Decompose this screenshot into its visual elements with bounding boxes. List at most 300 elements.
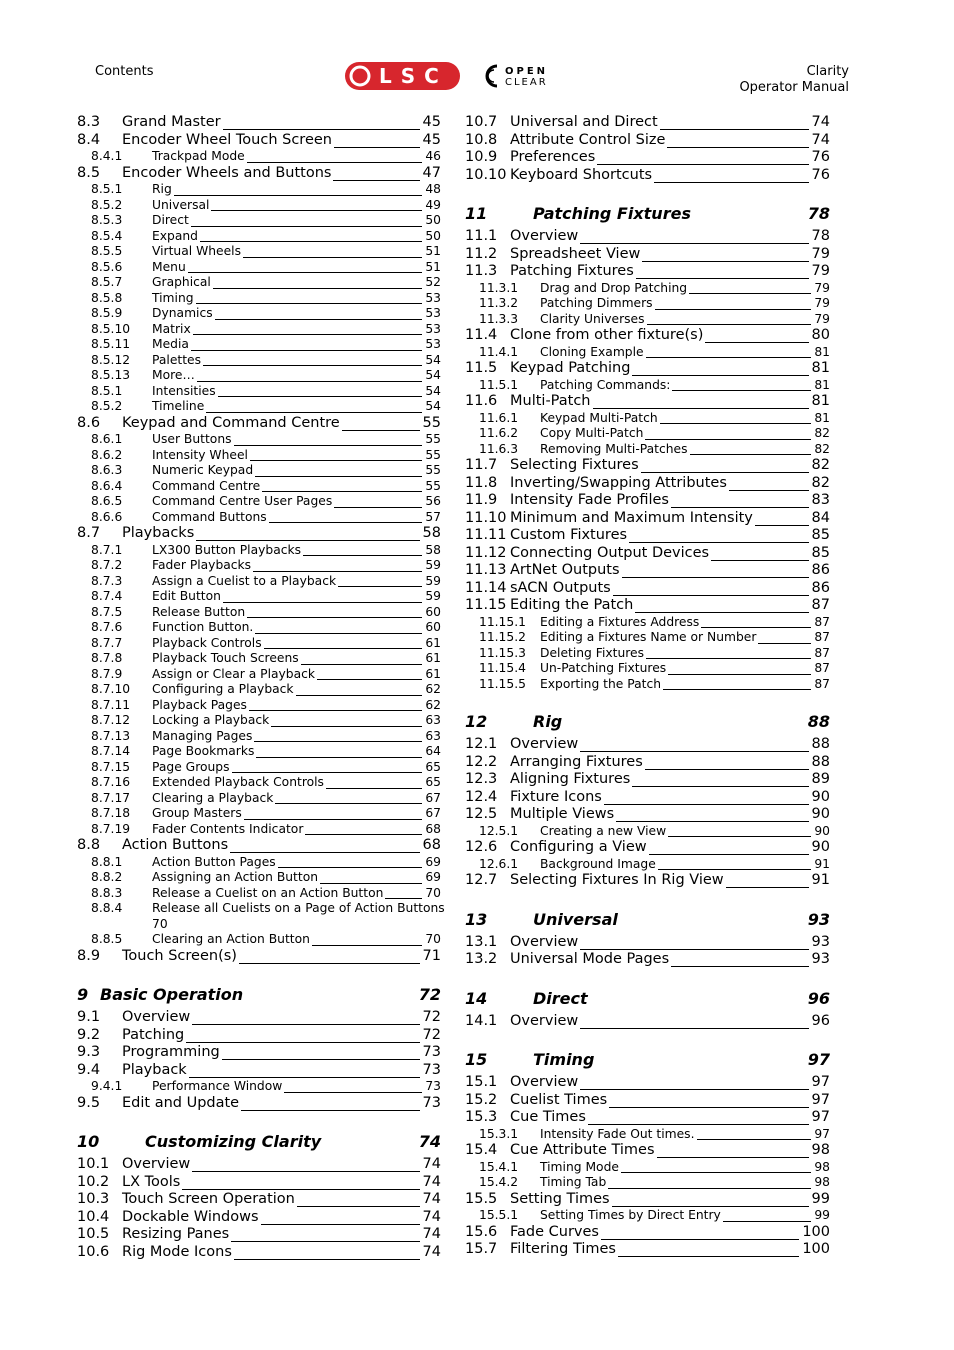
entry-number: 8.8.3 [91, 885, 123, 900]
toc-subsection-entry[interactable] [77, 775, 441, 791]
toc-section-entry[interactable] [465, 771, 830, 789]
entry-number: 8.8.5 [91, 932, 123, 946]
entry-title: Clearing a Playback [152, 790, 274, 805]
toc-section-entry[interactable] [465, 228, 830, 246]
toc-section-entry[interactable] [465, 527, 830, 545]
entry-page-number: 49 [422, 198, 441, 212]
entry-number: 9.3 [77, 1044, 101, 1060]
toc-subsection-entry[interactable] [77, 589, 441, 605]
entry-page-number: 93 [809, 951, 830, 967]
entry-number: 11.15.3 [479, 645, 526, 660]
lsc-logo [345, 61, 460, 91]
toc-subsection-entry[interactable] [77, 510, 441, 526]
entry-number: 8.5.5 [91, 244, 123, 258]
toc-subsection-entry[interactable] [77, 399, 441, 415]
toc-section-entry[interactable] [77, 1156, 441, 1174]
toc-section-entry[interactable] [465, 263, 830, 281]
toc-section-entry[interactable] [77, 1244, 441, 1262]
entry-number: 15.6 [465, 1223, 498, 1240]
entry-page-number: 74 [420, 1209, 441, 1225]
entry-number: 8.5.7 [91, 275, 123, 289]
toc-subsection-entry[interactable] [465, 426, 830, 442]
entry-number: 8.5.8 [91, 290, 123, 305]
entry-number: 11.3.3 [479, 311, 519, 326]
entry-number: 9.4.1 [91, 1079, 123, 1093]
toc-section-entry[interactable] [465, 806, 830, 824]
entry-page-number: 65 [422, 760, 441, 774]
entry-number: 11.13 [465, 562, 507, 578]
toc-section-entry[interactable] [77, 948, 441, 966]
toc-subsection-entry[interactable] [465, 677, 830, 693]
toc-section-entry[interactable] [465, 167, 830, 185]
toc-section-entry[interactable] [77, 1009, 441, 1027]
toc-chapter-heading[interactable] [465, 910, 830, 934]
toc-section-entry[interactable] [77, 1027, 441, 1045]
entry-title: Touch Screen(s) [122, 947, 237, 964]
entry-number: 8.7.10 [91, 682, 131, 696]
toc-subsection-entry[interactable] [465, 281, 830, 297]
toc-section-entry[interactable] [77, 1191, 441, 1209]
chapter-title: Patching Fixtures [533, 204, 691, 223]
entry-number: 8.6.1 [91, 432, 123, 446]
entry-page-number: 55 [422, 463, 441, 477]
entry-title: Overview [510, 1012, 579, 1029]
toc-subsection-entry[interactable] [465, 1160, 830, 1176]
toc-section-entry[interactable] [465, 736, 830, 754]
entry-number: 15.2 [465, 1091, 498, 1108]
entry-page-number: 70 [152, 916, 168, 931]
chapter-number: 14 [465, 988, 488, 1008]
entry-title: Configuring a Playback [152, 682, 294, 696]
entry-title: Overview [510, 933, 579, 950]
header-section-label: Contents [95, 64, 154, 79]
toc-chapter-heading[interactable] [77, 1132, 441, 1156]
entry-number: 15.5 [465, 1190, 498, 1207]
entry-page-number: 50 [422, 213, 441, 227]
toc-subsection-entry[interactable] [77, 886, 441, 902]
entry-page-number: 54 [422, 399, 441, 413]
toc-subsection-entry[interactable] [77, 213, 441, 229]
entry-number: 8.5.1 [91, 383, 123, 398]
entry-number: 8.6.5 [91, 494, 123, 508]
dot-leader [152, 334, 441, 335]
toc-subsection-entry[interactable] [77, 448, 441, 464]
toc-section-entry[interactable] [465, 1074, 830, 1092]
entry-title: Inverting/Swapping Attributes [510, 474, 727, 491]
toc-subsection-entry[interactable] [77, 682, 441, 698]
toc-subsection-entry[interactable] [77, 494, 441, 510]
entry-number: 14.1 [465, 1012, 498, 1029]
entry-page-number: 68 [422, 822, 441, 836]
toc-section-entry[interactable] [465, 789, 830, 807]
entry-page-number: 96 [809, 1013, 830, 1029]
entry-page-number: 97 [809, 1109, 830, 1125]
toc-section-entry[interactable] [77, 1209, 441, 1227]
toc-section-entry[interactable] [465, 510, 830, 528]
entry-title: Configuring a View [510, 839, 647, 855]
entry-title: Patching Dimmers [540, 296, 653, 310]
toc-subsection-entry[interactable] [465, 857, 830, 873]
entry-page-number: 59 [422, 558, 441, 572]
toc-subsection-entry[interactable] [465, 630, 830, 646]
entry-number: 8.8.4 [91, 901, 123, 915]
toc-section-entry[interactable] [465, 1092, 830, 1110]
entry-page-number: 51 [422, 244, 441, 258]
toc-subsection-entry[interactable] [77, 182, 441, 198]
entry-page-number: 84 [809, 510, 830, 526]
toc-subsection-entry[interactable] [77, 368, 441, 384]
toc-section-entry[interactable] [77, 1044, 441, 1062]
entry-number: 8.5.10 [91, 321, 131, 336]
chapter-title: Timing [533, 1050, 595, 1069]
entry-title: Programming [122, 1044, 220, 1060]
toc-subsection-entry[interactable] [77, 432, 441, 448]
toc-section-entry[interactable] [77, 1174, 441, 1192]
chapter-page-number: 93 [807, 909, 830, 929]
entry-title: Timeline [152, 399, 205, 413]
toc-section-entry[interactable] [465, 1191, 830, 1209]
entry-number: 11.12 [465, 544, 507, 561]
entry-title: Release a Cuelist on an Action Button [152, 885, 384, 900]
entry-page-number: 55 [420, 415, 441, 431]
toc-subsection-entry[interactable] [77, 574, 441, 590]
toc-section-entry[interactable] [77, 114, 441, 132]
entry-page-number: 83 [809, 492, 830, 508]
entry-title: Dynamics [152, 306, 213, 320]
entry-title: Dockable Windows [122, 1208, 259, 1225]
toc-subsection-entry[interactable] [77, 932, 441, 948]
entry-page-number: 81 [809, 360, 830, 376]
toc-section-entry[interactable] [465, 545, 830, 563]
entry-title: Copy Multi-Patch [540, 426, 644, 440]
toc-subsection-entry[interactable] [77, 322, 441, 338]
entry-page-number: 45 [420, 132, 441, 148]
toc-subsection-entry[interactable] [77, 275, 441, 291]
toc-section-entry[interactable] [465, 114, 830, 132]
entry-number: 8.7.8 [91, 651, 123, 665]
entry-title: Patching Fixtures [510, 263, 634, 279]
chapter-number: 9 [77, 985, 89, 1004]
entry-page-number: 87 [811, 661, 830, 675]
entry-page-number: 79 [809, 246, 830, 262]
entry-title: Exporting the Patch [540, 676, 662, 691]
toc-section-entry[interactable] [465, 132, 830, 150]
toc-section-entry[interactable] [465, 492, 830, 510]
entry-number: 8.6.4 [91, 478, 123, 493]
entry-title: Page Groups [152, 759, 230, 774]
entry-title: Edit Button [152, 589, 221, 603]
entry-page-number: 51 [422, 260, 441, 274]
toc-section-entry[interactable] [465, 149, 830, 167]
entry-page-number: 100 [799, 1224, 830, 1240]
entry-page-number: 74 [420, 1174, 441, 1190]
toc-section-entry[interactable] [77, 525, 441, 543]
entry-number: 8.7.17 [91, 790, 131, 805]
entry-page-number: 61 [422, 667, 441, 681]
entry-title: Custom Fixtures [510, 527, 628, 543]
toc-chapter-heading[interactable] [465, 1050, 830, 1074]
toc-subsection-entry[interactable] [77, 605, 441, 621]
toc-subsection-entry[interactable] [77, 713, 441, 729]
entry-number: 8.4.1 [91, 149, 123, 163]
entry-number: 15.4.1 [479, 1159, 519, 1174]
entry-title: Setting Times by Direct Entry [540, 1208, 721, 1222]
entry-number: 8.8.1 [91, 854, 123, 869]
toc-section-entry[interactable] [465, 457, 830, 475]
toc-section-entry[interactable] [465, 1142, 830, 1160]
entry-page-number: 61 [422, 651, 441, 665]
toc-subsection-entry[interactable] [465, 345, 830, 361]
entry-number: 8.7.18 [91, 806, 131, 820]
entry-number: 8.8.2 [91, 870, 123, 884]
entry-title: Release Button [152, 604, 246, 619]
toc-section-entry[interactable] [465, 934, 830, 952]
entry-number: 12.7 [465, 872, 498, 888]
entry-title: Drag and Drop Patching [540, 280, 688, 295]
entry-title: Timing Mode [540, 1159, 619, 1174]
toc-subsection-entry[interactable] [77, 744, 441, 760]
entry-page-number: 97 [809, 1092, 830, 1108]
toc-section-entry[interactable] [465, 754, 830, 772]
entry-page-number: 89 [809, 771, 830, 787]
entry-page-number: 47 [420, 165, 441, 181]
entry-title: LX Tools [122, 1173, 181, 1190]
entry-number: 10.5 [77, 1226, 110, 1242]
toc-section-entry[interactable] [465, 1224, 830, 1242]
toc-section-entry[interactable] [77, 837, 441, 855]
toc-subsection-entry[interactable] [465, 1127, 830, 1143]
toc-subsection-entry[interactable] [77, 806, 441, 822]
entry-page-number: 78 [809, 228, 830, 244]
toc-subsection-entry[interactable] [465, 824, 830, 840]
entry-number: 11.6 [465, 393, 498, 409]
toc-section-entry[interactable] [465, 393, 830, 411]
entry-title: Virtual Wheels [152, 244, 241, 258]
entry-number: 11.15.5 [479, 676, 526, 691]
entry-page-number: 90 [809, 789, 830, 805]
toc-section-entry[interactable] [77, 132, 441, 150]
toc-subsection-entry[interactable] [465, 296, 830, 312]
toc-subsection-entry[interactable] [465, 312, 830, 328]
entry-number: 11.11 [465, 527, 507, 543]
toc-subsection-entry[interactable] [465, 442, 830, 458]
toc-section-entry[interactable] [465, 1241, 830, 1259]
entry-title: Palettes [152, 352, 201, 367]
entry-page-number: 81 [811, 345, 830, 359]
entry-page-number: 98 [811, 1160, 830, 1174]
toc-subsection-entry[interactable] [77, 384, 441, 400]
toc-subsection-entry[interactable] [465, 646, 830, 662]
entry-title: Removing Multi-Patches [540, 441, 688, 456]
entry-title: Clearing an Action Button [152, 932, 310, 946]
toc-subsection-entry[interactable] [77, 901, 445, 932]
chapter-number: 15 [465, 1050, 488, 1069]
toc-subsection-entry[interactable] [77, 698, 441, 714]
toc-section-entry[interactable] [465, 1109, 830, 1127]
toc-section-entry[interactable] [77, 165, 441, 183]
toc-section-entry[interactable] [465, 246, 830, 264]
entry-number: 8.5 [77, 164, 101, 181]
toc-subsection-entry[interactable] [77, 260, 441, 276]
dot-leader [152, 226, 441, 227]
entry-title: Keypad Multi-Patch [540, 410, 658, 425]
entry-number: 8.7.14 [91, 744, 131, 758]
entry-number: 10.3 [77, 1191, 110, 1207]
entry-title: Cue Attribute Times [510, 1142, 655, 1158]
toc-chapter-heading[interactable] [465, 204, 830, 228]
entry-title: Extended Playback Controls [152, 775, 324, 789]
entry-number: 12.3 [465, 771, 498, 787]
entry-page-number: 58 [422, 543, 441, 557]
entry-title: Overview [122, 1009, 191, 1025]
entry-page-number: 67 [422, 791, 441, 805]
entry-title: Keypad and Command Centre [122, 414, 340, 431]
entry-number: 15.4 [465, 1142, 498, 1158]
entry-number: 8.5.2 [91, 197, 123, 212]
entry-number: 9.1 [77, 1009, 101, 1025]
entry-title: Playback Pages [152, 697, 247, 712]
toc-section-entry[interactable] [465, 872, 830, 890]
entry-page-number: 87 [809, 597, 830, 613]
toc-subsection-entry[interactable] [77, 729, 441, 745]
entry-page-number: 54 [422, 353, 441, 367]
toc-subsection-entry[interactable] [465, 378, 830, 394]
entry-page-number: 90 [811, 824, 830, 838]
entry-title: Encoder Wheels and Buttons [122, 164, 332, 181]
toc-section-entry[interactable] [465, 1013, 830, 1031]
entry-title: Media [152, 337, 189, 351]
toc-subsection-entry[interactable] [77, 149, 441, 165]
entry-title: Deleting Fixtures [540, 645, 645, 660]
entry-number: 8.5.2 [91, 399, 123, 413]
entry-number: 11.15.2 [479, 630, 526, 644]
toc-subsection-entry[interactable] [77, 198, 441, 214]
toc-subsection-entry[interactable] [77, 855, 441, 871]
entry-title: Action Button Pages [152, 854, 276, 869]
toc-section-entry[interactable] [465, 839, 830, 857]
toc-subsection-entry[interactable] [77, 229, 441, 245]
entry-number: 8.7.11 [91, 697, 131, 712]
toc-section-entry[interactable] [465, 475, 830, 493]
entry-page-number: 61 [422, 636, 441, 650]
toc-subsection-entry[interactable] [77, 1079, 441, 1095]
toc-subsection-entry[interactable] [77, 558, 441, 574]
entry-title: Un-Patching Fixtures [540, 661, 667, 675]
toc-subsection-entry[interactable] [465, 661, 830, 677]
toc-section-entry[interactable] [77, 1095, 441, 1113]
entry-number: 8.5.1 [91, 182, 123, 196]
entry-number: 10.9 [465, 149, 498, 165]
entry-title: Universal and Direct [510, 114, 658, 130]
entry-page-number: 73 [422, 1079, 441, 1093]
chapter-page-number: 97 [807, 1050, 830, 1069]
dot-leader [152, 195, 441, 196]
entry-page-number: 87 [811, 646, 830, 660]
entry-page-number: 62 [422, 682, 441, 696]
entry-page-number: 45 [420, 114, 441, 130]
entry-page-number: 60 [422, 605, 441, 619]
entry-number: 13.1 [465, 933, 498, 950]
toc-subsection-entry[interactable] [77, 620, 441, 636]
entry-number: 12.5 [465, 806, 498, 822]
toc-section-entry[interactable] [77, 1226, 441, 1244]
toc-section-entry[interactable] [465, 562, 830, 580]
toc-section-entry[interactable] [465, 360, 830, 378]
entry-number: 8.8 [77, 837, 101, 853]
toc-subsection-entry[interactable] [77, 291, 441, 307]
toc-section-entry[interactable] [465, 327, 830, 345]
entry-title: Graphical [152, 275, 211, 289]
entry-number: 12.5.1 [479, 823, 519, 838]
entry-number: 12.1 [465, 736, 498, 752]
toc-chapter-heading[interactable] [465, 989, 830, 1013]
toc-subsection-entry[interactable] [77, 543, 441, 559]
entry-number: 10.10 [465, 166, 507, 183]
entry-number: 10.6 [77, 1243, 110, 1260]
entry-title: Playback Touch Screens [152, 651, 299, 665]
toc-subsection-entry[interactable] [77, 479, 441, 495]
entry-page-number: 71 [420, 948, 441, 964]
toc-subsection-entry[interactable] [465, 1175, 830, 1191]
entry-number: 12.6.1 [479, 856, 519, 871]
toc-subsection-entry[interactable] [77, 667, 441, 683]
entry-title: Universal Mode Pages [510, 951, 670, 967]
toc-subsection-entry[interactable] [465, 1208, 830, 1224]
entry-page-number: 86 [809, 580, 830, 596]
toc-subsection-entry[interactable] [77, 463, 441, 479]
entry-page-number: 73 [420, 1044, 441, 1060]
entry-page-number: 90 [809, 806, 830, 822]
toc-section-entry[interactable] [77, 415, 441, 433]
toc-subsection-entry[interactable] [465, 411, 830, 427]
toc-subsection-entry[interactable] [465, 615, 830, 631]
toc-section-entry[interactable] [465, 951, 830, 969]
toc-subsection-entry[interactable] [77, 636, 441, 652]
toc-subsection-entry[interactable] [77, 870, 441, 886]
entry-number: 15.1 [465, 1074, 498, 1090]
entry-title: Editing a Fixtures Name or Number [540, 630, 757, 644]
entry-number: 8.5.12 [91, 352, 131, 367]
toc-chapter-heading[interactable] [465, 712, 830, 736]
entry-title: Attribute Control Size [510, 131, 666, 148]
entry-page-number: 59 [422, 574, 441, 588]
entry-title: Overview [510, 736, 579, 752]
toc-subsection-entry[interactable] [77, 337, 441, 353]
toc-subsection-entry[interactable] [77, 760, 441, 776]
toc-subsection-entry[interactable] [77, 244, 441, 260]
entry-title: Function Button. [152, 620, 254, 634]
toc-subsection-entry[interactable] [77, 791, 441, 807]
toc-section-entry[interactable] [77, 1062, 441, 1080]
chapter-title: Direct [533, 988, 588, 1008]
entry-title: Grand Master [122, 114, 221, 130]
entry-title: Creating a new View [540, 823, 667, 838]
open-clear-logo-line2: CLEAR [505, 77, 548, 88]
toc-subsection-entry[interactable] [77, 822, 441, 838]
entry-page-number: 91 [809, 872, 830, 888]
toc-subsection-entry[interactable] [77, 651, 441, 667]
toc-section-entry[interactable] [465, 580, 830, 598]
toc-chapter-heading[interactable] [77, 985, 441, 1009]
entry-title: Touch Screen Operation [122, 1191, 295, 1207]
entry-page-number: 63 [422, 713, 441, 727]
toc-subsection-entry[interactable] [77, 353, 441, 369]
entry-title: Editing a Fixtures Address [540, 614, 700, 629]
toc-section-entry[interactable] [465, 597, 830, 615]
toc-subsection-entry[interactable] [77, 306, 441, 322]
header-product-name: Clarity [806, 64, 849, 79]
entry-page-number: 82 [811, 442, 830, 456]
